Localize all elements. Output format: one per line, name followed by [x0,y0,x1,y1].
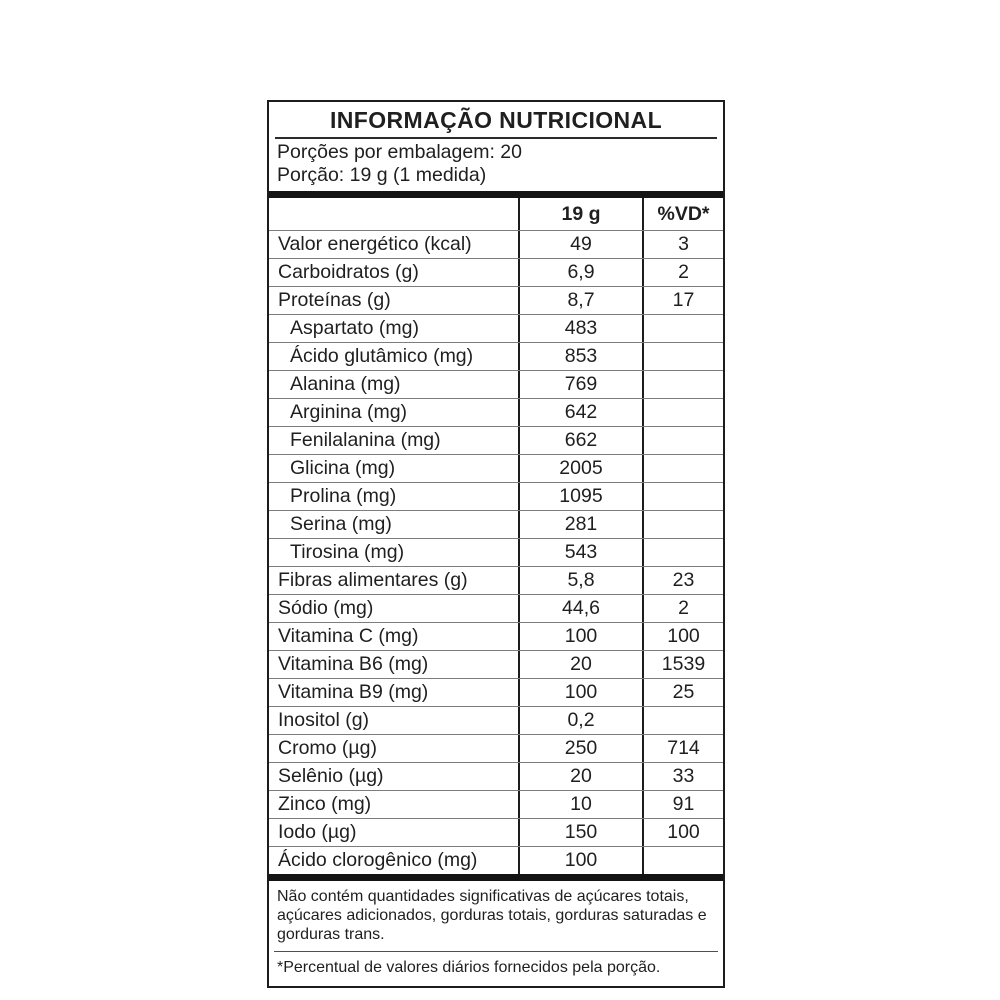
nutrient-amount: 44,6 [518,595,642,622]
nutrient-amount: 0,2 [518,707,642,734]
nutrient-dv [642,315,723,342]
table-row [269,790,723,818]
nutrient-name: Carboidratos (g) [278,261,419,283]
table-row [269,622,723,650]
portion-size: Porção: 19 g (1 medida) [277,164,487,186]
no-significant-amounts-note: Não contém quantidades significativas de açúcares totais, açúcares adicionados, gorduras totais, gorduras saturadas e gorduras trans. [277,888,707,943]
nutrient-amount: 769 [518,371,642,398]
table-row [269,594,723,622]
header-amount-column: 19 g [518,198,642,230]
nutrient-amount: 100 [518,679,642,706]
nutrient-amount: 150 [518,819,642,846]
table-row [269,398,723,426]
nutrient-dv [642,399,723,426]
table-row [269,314,723,342]
table-row [269,342,723,370]
nutrient-name: Iodo (µg) [278,821,357,843]
table-row [269,370,723,398]
nutrient-table [269,198,723,874]
nutrient-name: Sódio (mg) [278,597,374,619]
nutrient-amount: 853 [518,343,642,370]
nutrient-name: Arginina (mg) [290,401,408,423]
nutrient-name: Ácido clorogênico (mg) [278,849,478,871]
nutrient-amount: 100 [518,623,642,650]
nutrient-name: Ácido glutâmico (mg) [290,345,474,367]
servings-per-package: Porções por embalagem: 20 [277,141,522,163]
nutrient-name: Cromo (µg) [278,737,377,759]
nutrition-label-title: INFORMAÇÃO NUTRICIONAL [329,107,663,133]
nutrient-amount: 49 [518,231,642,258]
nutrient-dv: 2 [642,595,723,622]
nutrient-dv: 2 [642,259,723,286]
nutrient-dv: 100 [642,623,723,650]
nutrient-name: Tirosina (mg) [290,541,405,563]
nutrient-amount: 20 [518,651,642,678]
nutrient-dv [642,847,723,874]
table-row [269,510,723,538]
nutrient-name: Vitamina B6 (mg) [278,653,429,675]
nutrient-name: Alanina (mg) [290,373,401,395]
nutrient-name: Zinco (mg) [278,793,372,815]
nutrient-dv [642,483,723,510]
table-row [269,566,723,594]
nutrient-dv [642,511,723,538]
header-dv-column: %VD* [642,198,723,230]
nutrient-name: Valor energético (kcal) [278,233,472,255]
footer-thick-divider [269,874,723,881]
nutrient-dv: 17 [642,287,723,314]
nutrient-dv [642,427,723,454]
nutrient-name: Serina (mg) [290,513,392,535]
nutrient-dv: 714 [642,735,723,762]
nutrient-amount: 2005 [518,455,642,482]
table-row [269,482,723,510]
header-thick-divider [269,191,723,198]
nutrient-amount: 10 [518,791,642,818]
nutrient-name: Vitamina B9 (mg) [278,681,429,703]
nutrient-name: Fenilalanina (mg) [290,429,441,451]
table-row [269,650,723,678]
nutrient-name: Proteínas (g) [278,289,391,311]
nutrient-dv [642,455,723,482]
nutrient-amount: 483 [518,315,642,342]
table-row [269,538,723,566]
nutrient-name: Aspartato (mg) [290,317,419,339]
table-row [269,258,723,286]
header-nutrient-column [269,198,518,230]
nutrient-amount: 20 [518,763,642,790]
nutrient-dv: 100 [642,819,723,846]
daily-values-note: *Percentual de valores diários fornecidos pela porção. [277,959,661,976]
nutrient-amount: 6,9 [518,259,642,286]
table-row [269,818,723,846]
nutrient-dv [642,343,723,370]
nutrient-dv: 25 [642,679,723,706]
nutrient-name: Prolina (mg) [290,485,397,507]
nutrient-dv [642,707,723,734]
nutrient-name: Glicina (mg) [290,457,396,479]
nutrient-dv [642,371,723,398]
nutrient-dv [642,539,723,566]
table-row [269,734,723,762]
nutrient-amount: 8,7 [518,287,642,314]
nutrient-dv: 33 [642,763,723,790]
nutrient-amount: 100 [518,847,642,874]
nutrient-amount: 543 [518,539,642,566]
nutrition-facts-panel [267,100,725,988]
table-row [269,230,723,258]
nutrient-amount: 281 [518,511,642,538]
table-row [269,678,723,706]
table-row [269,286,723,314]
nutrient-name: Inositol (g) [278,709,370,731]
nutrient-name: Fibras alimentares (g) [278,569,468,591]
nutrient-dv: 1539 [642,651,723,678]
nutrient-amount: 1095 [518,483,642,510]
nutrient-name: Selênio (µg) [278,765,384,787]
table-header-row [269,198,723,230]
table-row [269,426,723,454]
nutrient-dv: 23 [642,567,723,594]
nutrient-amount: 5,8 [518,567,642,594]
nutrient-amount: 250 [518,735,642,762]
nutrient-amount: 642 [518,399,642,426]
nutrient-amount: 662 [518,427,642,454]
table-row [269,706,723,734]
nutrient-dv: 91 [642,791,723,818]
serving-info [269,139,723,191]
table-row [269,846,723,874]
nutrient-name: Vitamina C (mg) [278,625,419,647]
nutrient-dv: 3 [642,231,723,258]
table-row [269,762,723,790]
table-row [269,454,723,482]
